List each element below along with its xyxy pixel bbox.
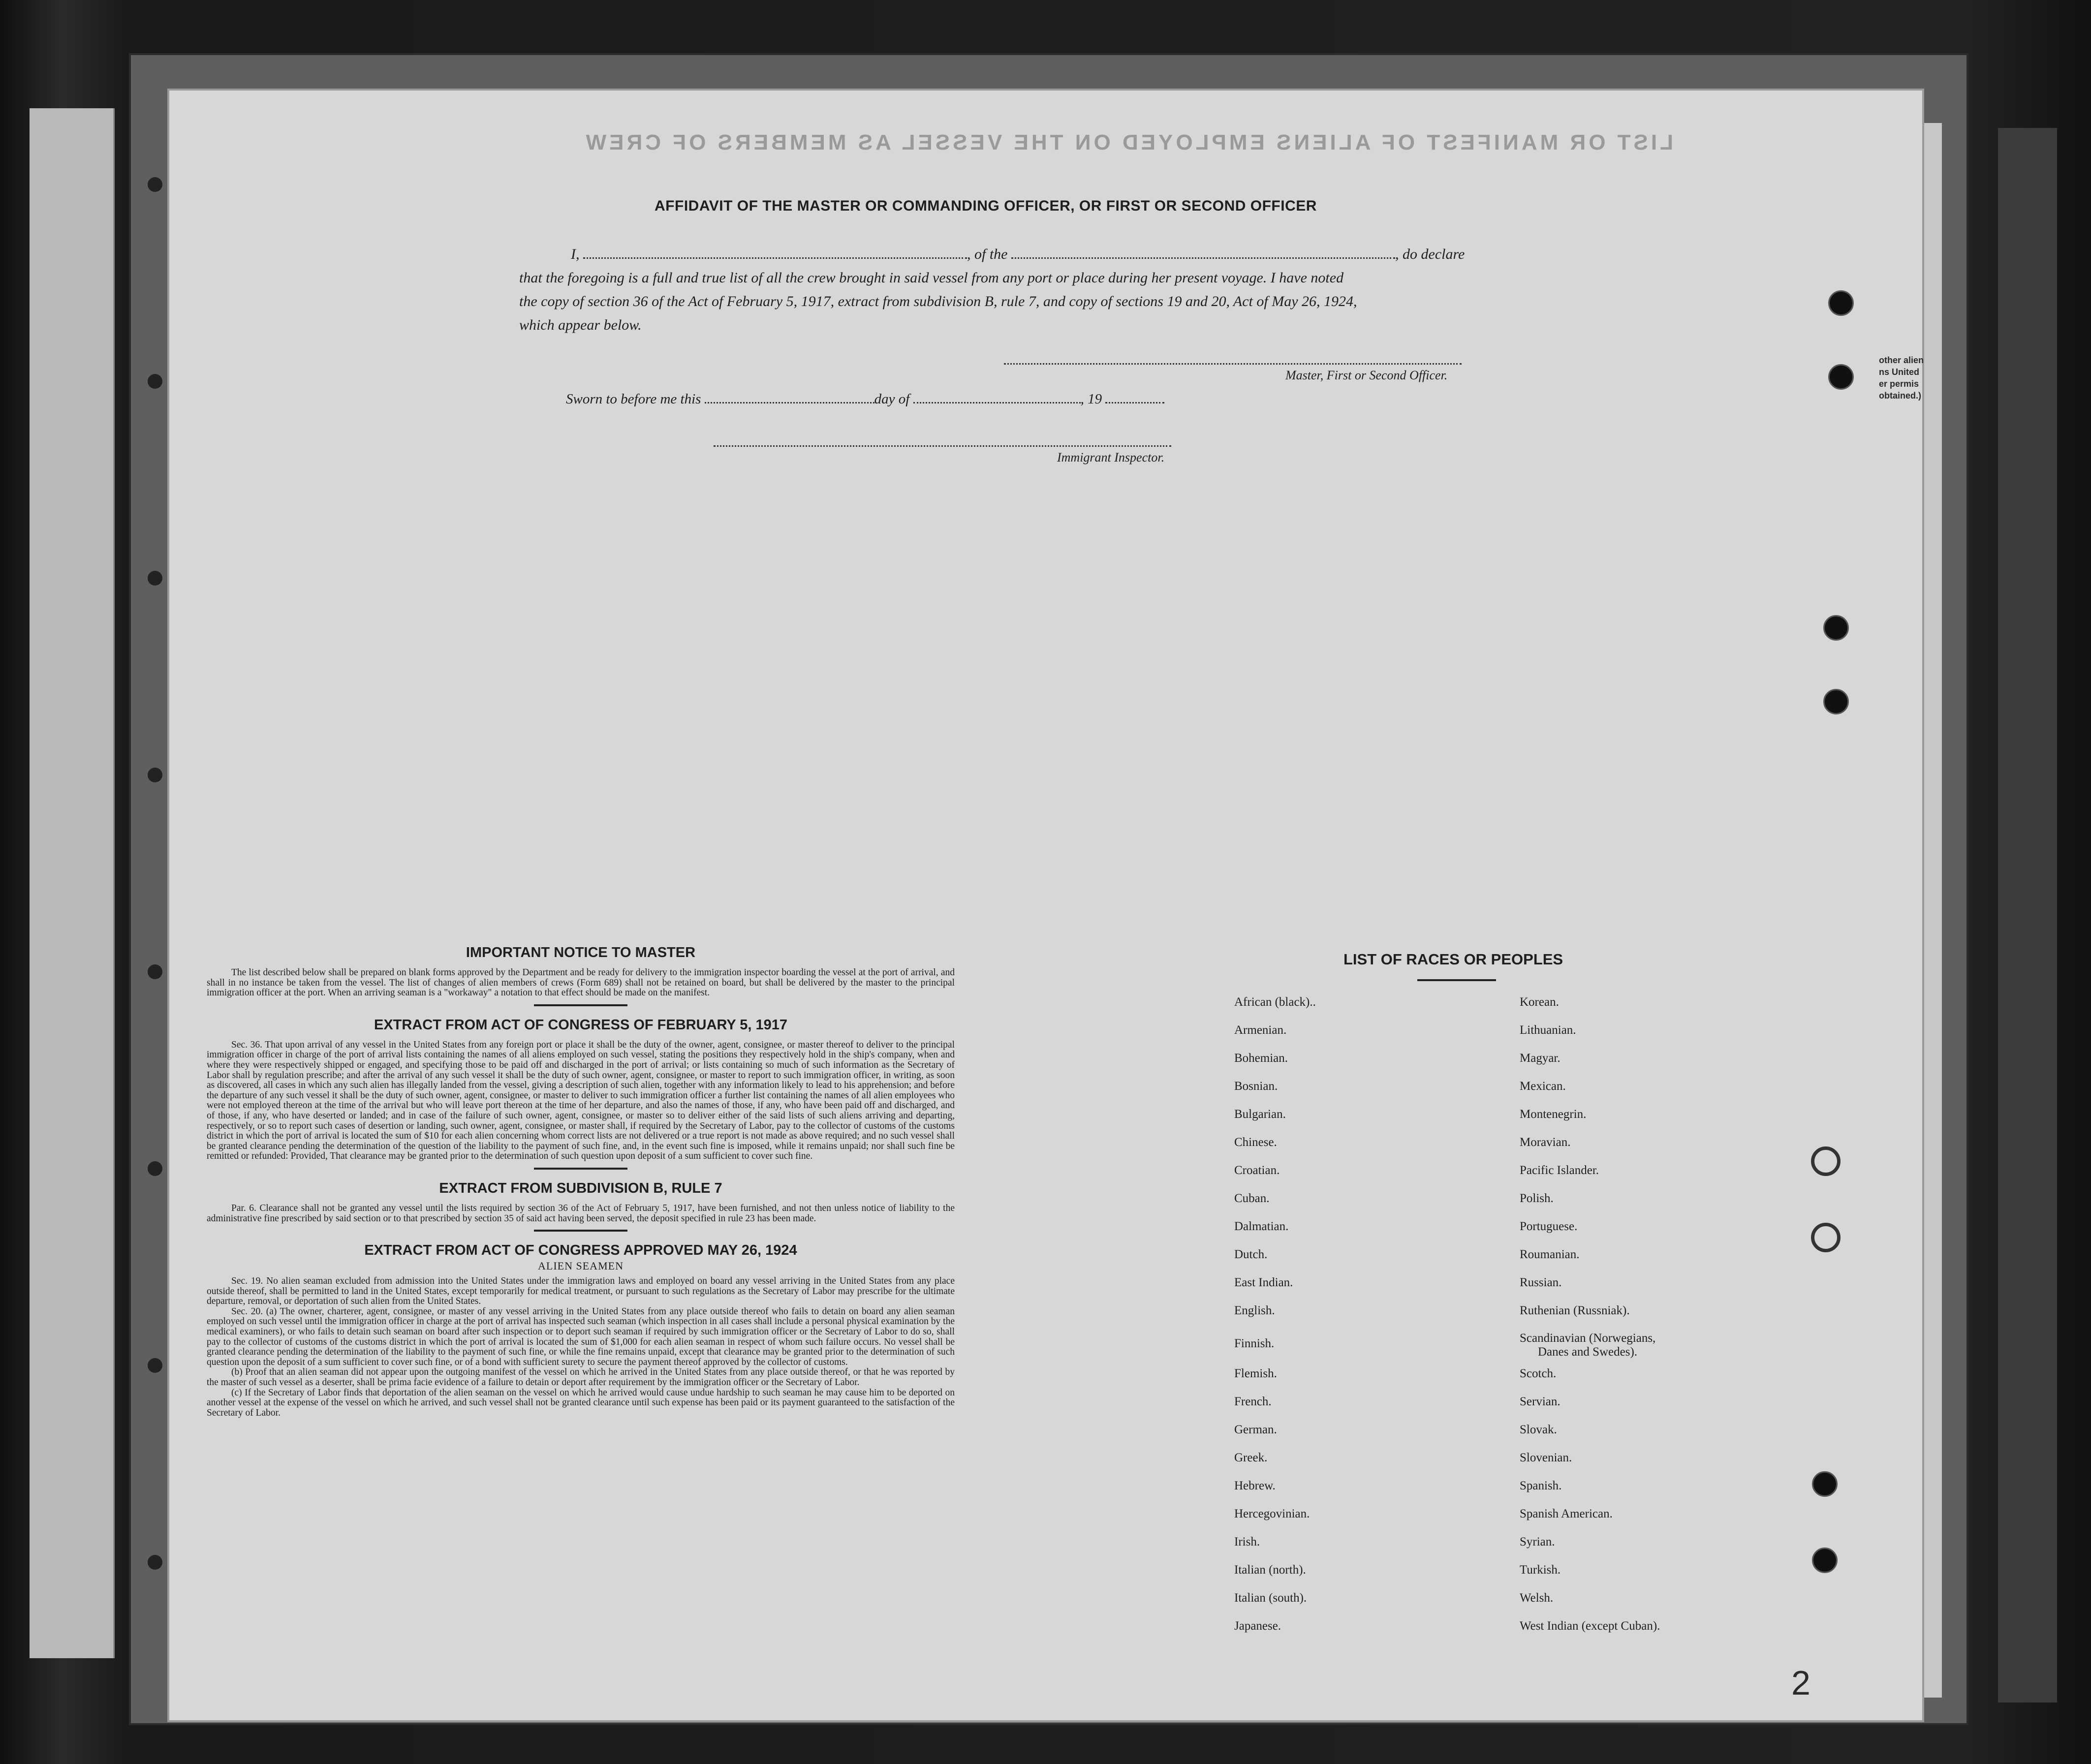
race-item: Spanish. (1520, 1479, 1562, 1492)
race-item: Portuguese. (1520, 1220, 1578, 1233)
race-item: Welsh. (1520, 1591, 1554, 1605)
officer-name-field[interactable] (583, 248, 967, 259)
rule7-text: Par. 6. Clearance shall not be granted any vessel until the lists required by section 36 of the Act of February 5, 1917, have been furnished, and not then unless notice of liability to the administrative fine prescribed by said section or to that prescribed by section 35 of said act having been served, the deposit specified in rule 23 has been made. (207, 1203, 955, 1224)
punch-hole (1811, 1146, 1841, 1176)
inspector-signature-label: Immigrant Inspector. (1057, 450, 1165, 464)
race-item: Croatian. (1234, 1164, 1280, 1177)
legal-text-column (207, 945, 955, 1418)
affidavit-line-3: the copy of section 36 of the Act of February 5, 1917, extract from subdivision B, rule 7, and copy of sections 19 and 20, Act of May 26, 1924, (519, 293, 1357, 309)
punch-hole (148, 1358, 162, 1373)
affidavit-of-the: , of the (967, 246, 1008, 262)
sec20c-text: (c) If the Secretary of Labor finds that deportation of the alien seaman on the vessel on which he arrived would cause undue hardship to such seaman he may cause him to be deported on another vessel at the expense of the vessel on which he arrived, and such vessel shall not be granted clearance until such expense has been paid or its payment guaranteed to the satisfaction of the Secretary of Labor. (207, 1387, 955, 1418)
race-item: Chinese. (1234, 1136, 1277, 1149)
section-rule (534, 1168, 627, 1170)
sworn-year-field[interactable] (1105, 393, 1164, 403)
punch-hole (148, 571, 162, 586)
race-item: Italian (north). (1234, 1563, 1306, 1577)
master-signature-label: Master, First or Second Officer. (1285, 368, 1448, 382)
punch-hole (148, 374, 162, 389)
extract-1924-heading: EXTRACT FROM ACT OF CONGRESS APPROVED MAY 26, 1924 (364, 1242, 797, 1259)
race-item: Hebrew. (1234, 1479, 1276, 1492)
race-item: English. (1234, 1304, 1275, 1317)
race-item: Servian. (1520, 1395, 1560, 1408)
section-rule (534, 1004, 627, 1006)
race-item: Flemish. (1234, 1367, 1277, 1380)
race-item: Syrian. (1520, 1535, 1555, 1548)
sec19-text: Sec. 19. No alien seaman excluded from admission into the United States under the immigration laws and employed on board any vessel arriving in the United States from any place outside thereof, shall be permitted to land in the United States, except temporarily for medical treatment, or pursuant to such regulations as the Secretary of Labor may prescribe for the ultimate departure, removal, or deportation of such alien from the United States. (207, 1276, 955, 1307)
race-item: Moravian. (1520, 1136, 1571, 1149)
punch-hole (148, 964, 162, 979)
extract-1917-text: Sec. 36. That upon arrival of any vessel in the United States from any foreign port or place it shall be the duty of the owner, agent, consignee, or master thereof to deliver to the principal immigration officer in charge of the port of arrival lists containing the names of all aliens employed on such vessel, stating the positions they respectively hold in the ship's company, when and where they were respectively shipped or engaged, and specifying those to be paid off and discharged in the port of arrival; or lists containing so much of such information as the Secretary of Labor shall by regulation prescribe; and after the arrival of any such vessel it shall be the duty of such owner, agent, consignee, or master to report to such immigration officer, in writing, as soon as discovered, all cases in which any such alien has illegally landed from the vessel, giving a description of such alien, together with any information likely to lead to his apprehension; and before the departure of any such vessel it shall be the duty of such owner, agent, consignee, or master to deliver to such immigration officer a further list containing the names of all alien employees who were not employed thereon at the time of the arrival but who will leave port thereon at the time of her departure, and also the names of those, if any, who have been paid off and discharged, and of those, if any, who have deserted or landed; and in case of the failure of such owner, agent, consignee, or master so to deliver either of the said lists of such aliens arriving and departing, respectively, or so to report such cases of desertion or landing, such owner, agent, consignee, or master shall, if required by the Secretary of Labor, pay to the collector of customs of the customs district in which the port of arrival is located the sum of $10 for each alien concerning whom correct lists are not delivered or a true report is not made as above required; and no such vessel shall be granted clearance pending the determination of the question of the liability to the payment of such fine, and, in the event such fine is imposed, while it remains unpaid; nor shall such fine be remitted or refunded: Provided, That clearance may be granted prior to the determination of such question upon deposit of a sum sufficient to cover such fine. (207, 1039, 955, 1162)
punch-hole (148, 1161, 162, 1176)
inspector-signature-line[interactable] (714, 445, 1171, 447)
document-sheet (167, 89, 1924, 1722)
race-item: Finnish. (1234, 1337, 1275, 1350)
extract-1917-heading: EXTRACT FROM ACT OF CONGRESS OF FEBRUARY 5, 1917 (374, 1017, 788, 1033)
race-item: Dalmatian. (1234, 1220, 1289, 1233)
race-item: Magyar. (1520, 1052, 1560, 1065)
sworn-month-field[interactable] (913, 393, 1081, 403)
race-item: Bosnian. (1234, 1080, 1278, 1093)
races-title: LIST OF RACES OR PEOPLES (1343, 951, 1563, 968)
race-item: Mexican. (1520, 1080, 1566, 1093)
sworn-label: Sworn to before me this (566, 391, 701, 407)
master-signature-line[interactable] (1004, 363, 1462, 365)
punch-hole (1828, 364, 1854, 390)
race-item: Russian. (1520, 1276, 1562, 1289)
race-item: African (black).. (1234, 995, 1316, 1009)
race-item: Cuban. (1234, 1192, 1270, 1205)
punch-hole (1812, 1547, 1838, 1573)
races-rule (1417, 979, 1496, 981)
race-item: Korean. (1520, 995, 1559, 1009)
race-item: Bulgarian. (1234, 1108, 1286, 1121)
race-item: Roumanian. (1520, 1248, 1580, 1261)
affidavit-title: AFFIDAVIT OF THE MASTER OR COMMANDING OFFICER, OR FIRST OR SECOND OFFICER (655, 198, 1317, 214)
sworn-year-prefix: , 19 (1080, 391, 1102, 407)
vessel-name-field[interactable] (1011, 248, 1395, 259)
adjacent-page-stub-text: other alien ns United er permis obtained.) (1879, 355, 1924, 401)
sworn-day-of: day of (874, 391, 910, 407)
affidavit-do-declare: , do declare (1395, 246, 1465, 262)
affidavit-line-2: that the foregoing is a full and true list of all the crew brought in said vessel from any port or place during her present voyage. I have noted (519, 270, 1344, 286)
race-item: East Indian. (1234, 1276, 1293, 1289)
race-item: French. (1234, 1395, 1272, 1408)
race-item: Pacific Islander. (1520, 1164, 1599, 1177)
race-item: Greek. (1234, 1451, 1268, 1464)
alien-seamen-subheading: ALIEN SEAMEN (538, 1260, 624, 1272)
race-item: Italian (south). (1234, 1591, 1307, 1605)
notice-text: The list described below shall be prepared on blank forms approved by the Department and be ready for delivery to the immigration inspector boarding the vessel at the port of arrival, and shall in no instance be taken from the vessel. The list of changes of alien members of crews (Form 689) shall not be retained on board, but shall be delivered by the master to the principal immigration officer at the port. When an arriving seaman is a "workaway" a notation to that effect should be made on the manifest. (207, 967, 955, 998)
race-item: Dutch. (1234, 1248, 1268, 1261)
affidavit-line-1 (571, 246, 1465, 263)
race-item: Turkish. (1520, 1563, 1561, 1577)
race-item: Bohemian. (1234, 1052, 1288, 1065)
bleed-through-text: LIST OR MANIFEST OF ALIENS EMPLOYED ON THE VESSEL AS MEMBERS OF CREW (583, 130, 1673, 155)
race-item: Lithuanian. (1520, 1023, 1576, 1037)
rule7-heading: EXTRACT FROM SUBDIVISION B, RULE 7 (439, 1180, 722, 1196)
race-item: Slovenian. (1520, 1451, 1572, 1464)
race-item: Irish. (1234, 1535, 1260, 1548)
race-item: West Indian (except Cuban). (1520, 1619, 1660, 1633)
punch-hole (148, 177, 162, 192)
section-rule (534, 1230, 627, 1232)
affidavit-i: I, (571, 246, 580, 262)
sec20a-text: Sec. 20. (a) The owner, charterer, agent, consignee, or master of any vessel arriving in the United States from any place outside thereof who fails to detain on board any alien seaman employed on such vessel until the immigration officer in charge at the port of arrival has inspected such seaman (which inspection in all cases shall include a personal physical examination by the medical examiners), or who fails to detain such seaman on board after such inspection or to deport such seaman if required by such immigration officer or the Secretary of Labor to do so, shall pay to the collector of customs of the customs district in which the port of arrival is located the sum of $1,000 for each alien seaman in respect of whom such failure occurs. No vessel shall be granted clearance pending the determination of the liability to the payment of such fine, or while the fine remains unpaid, except that clearance may be granted prior to the determination of such question upon the deposit of a sum sufficient to cover such fine, or of a bond with sufficient surety to secure the payment thereof approved by the collector of customs. (207, 1306, 955, 1367)
punch-hole (1823, 615, 1849, 641)
handwritten-page-number: 2 (1791, 1664, 1810, 1702)
race-item: Montenegrin. (1520, 1108, 1587, 1121)
race-item: Polish. (1520, 1192, 1554, 1205)
race-item: Spanish American. (1520, 1507, 1613, 1520)
punch-hole (148, 768, 162, 782)
race-item: Ruthenian (Russniak). (1520, 1304, 1630, 1317)
race-item: Scotch. (1520, 1367, 1557, 1380)
race-item: German. (1234, 1423, 1277, 1436)
race-item: Scandinavian (Norwegians, (1520, 1331, 1656, 1345)
punch-hole (148, 1555, 162, 1570)
sec20b-text: (b) Proof that an alien seaman did not appear upon the outgoing manifest of the vessel on which he arrived in the United States from any place outside thereof, or that he was reported by the master of such vessel as a deserter, shall be prima facie evidence of a failure to detain or deport after requirement by the immigration officer or the Secretary of Labor. (207, 1367, 955, 1388)
notice-heading: IMPORTANT NOTICE TO MASTER (466, 945, 696, 960)
left-binding-strip (30, 108, 115, 1658)
affidavit-line-4: which appear below. (519, 317, 642, 333)
race-item: Japanese. (1234, 1619, 1281, 1633)
race-item: Armenian. (1234, 1023, 1287, 1037)
race-item-continued: Danes and Swedes). (1538, 1345, 1638, 1359)
sworn-line (566, 391, 1164, 407)
right-dark-strip (1998, 128, 2057, 1702)
punch-hole (1828, 290, 1854, 316)
sworn-day-field[interactable] (705, 393, 874, 403)
punch-hole (1812, 1471, 1838, 1497)
race-item: Hercegovinian. (1234, 1507, 1310, 1520)
punch-hole (1823, 689, 1849, 714)
race-item: Slovak. (1520, 1423, 1557, 1436)
punch-hole (1811, 1223, 1841, 1252)
